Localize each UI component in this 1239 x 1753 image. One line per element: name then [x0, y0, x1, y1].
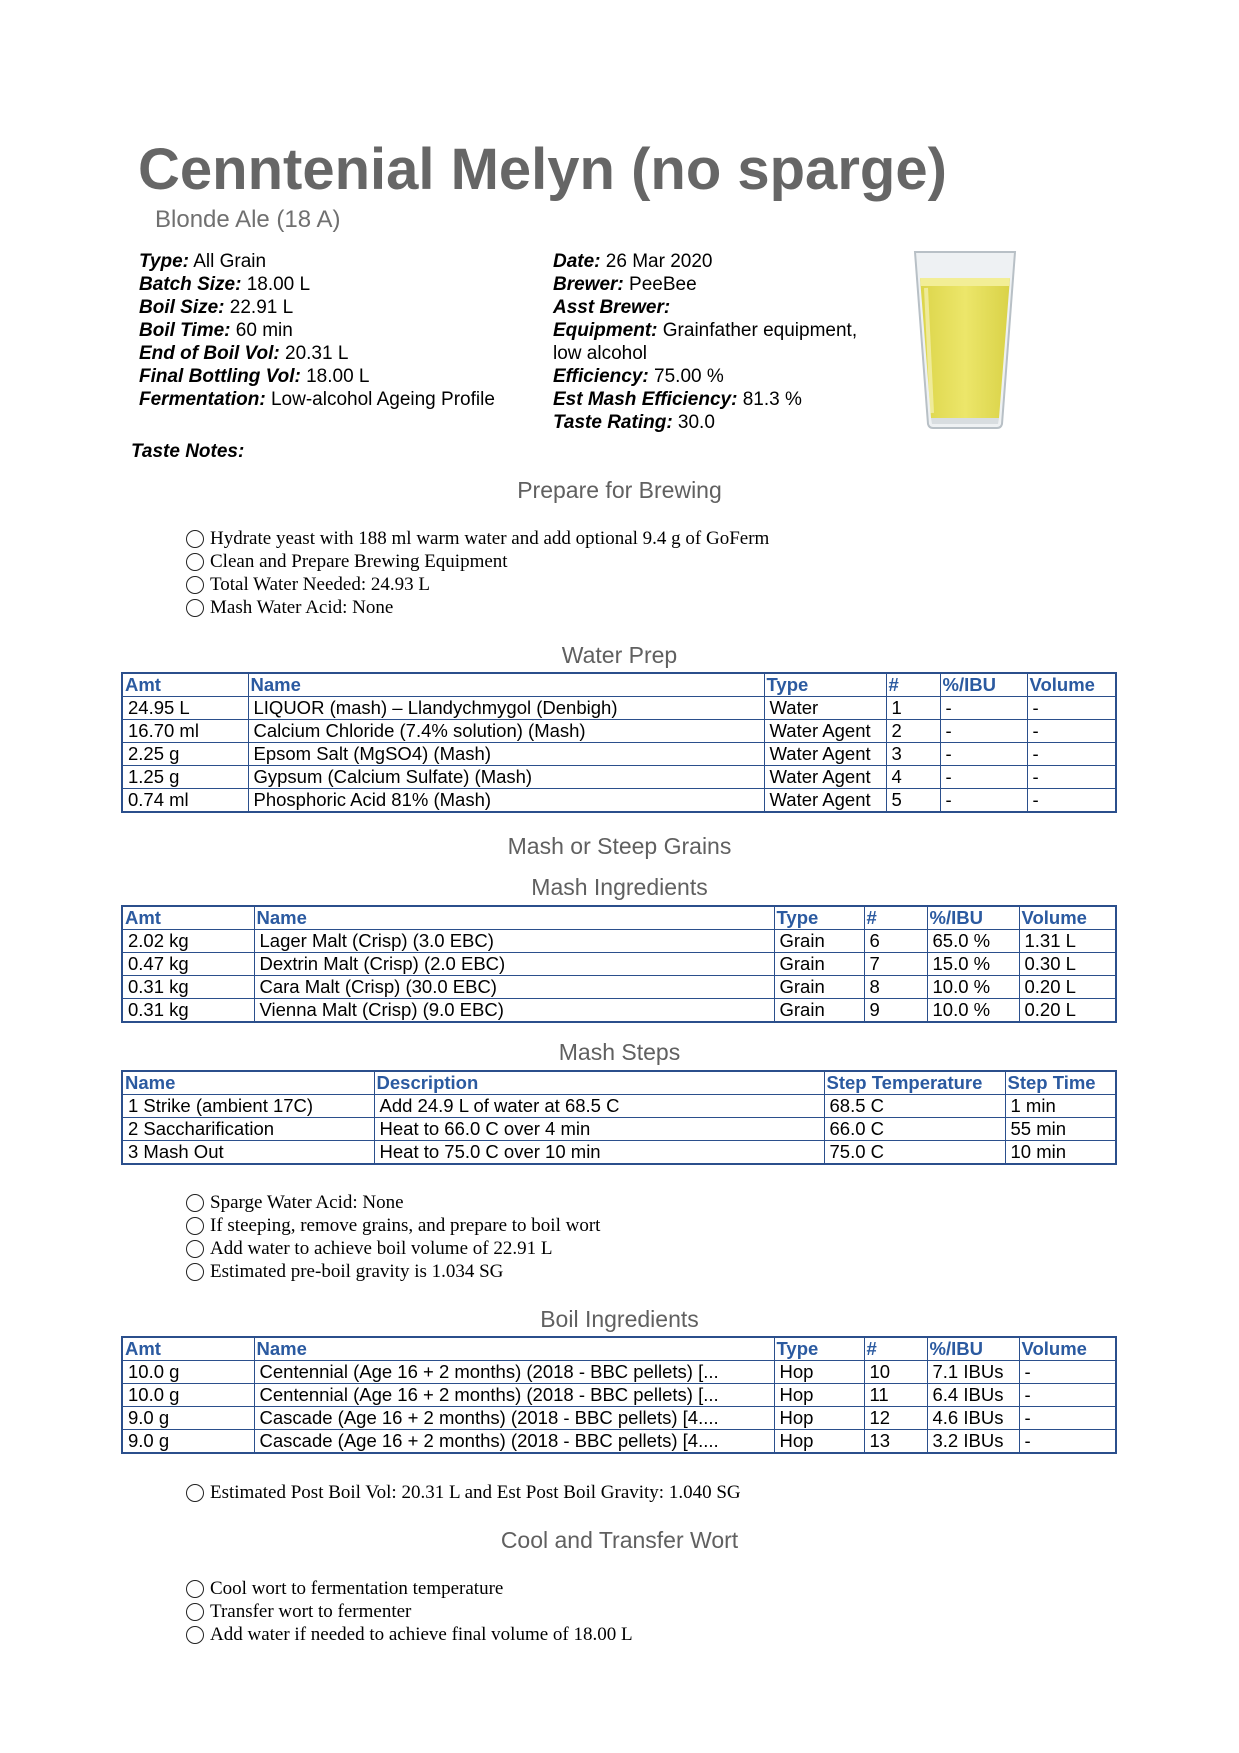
info-brewer: Brewer: PeeBee: [553, 274, 697, 295]
water-prep-table: [121, 672, 1117, 813]
col-header: Step Temperature: [824, 1071, 1005, 1095]
cell-name: LIQUOR (mash) – Llandychmygol (Denbigh): [248, 697, 764, 720]
section-cool-heading: Cool and Transfer Wort: [500, 1527, 739, 1553]
col-header: Type: [774, 1337, 864, 1361]
cell-volume: -: [1027, 720, 1116, 743]
cell-volume: 1.31 L: [1019, 930, 1116, 953]
cell-name: Phosphoric Acid 81% (Mash): [248, 789, 764, 813]
cell-volume: -: [1027, 789, 1116, 813]
col-header: Type: [774, 906, 864, 930]
info-asst-brewer: Asst Brewer:: [553, 297, 671, 318]
table-row: [122, 976, 1116, 999]
cell-type: Grain: [774, 930, 864, 953]
cell-name: Calcium Chloride (7.4% solution) (Mash): [248, 720, 764, 743]
checkbox-circle-icon[interactable]: [186, 599, 204, 617]
mash-steps-table: [121, 1070, 1117, 1165]
table-header-row: [122, 1337, 1116, 1361]
cell-number: 13: [864, 1430, 927, 1454]
cell-number: 10: [864, 1361, 927, 1384]
info-est-mash-efficiency: Est Mash Efficiency: 81.3 %: [553, 389, 802, 410]
cell-ibu: 6.4 IBUs: [927, 1384, 1019, 1407]
cell-number: 1: [886, 697, 940, 720]
cell-description: Heat to 75.0 C over 10 min: [374, 1141, 824, 1165]
cell-type: Hop: [774, 1361, 864, 1384]
col-header: Volume: [1019, 906, 1116, 930]
cell-step-temperature: 75.0 C: [824, 1141, 1005, 1165]
cell-volume: -: [1019, 1407, 1116, 1430]
beer-glass-icon: [912, 248, 1018, 430]
prepare-step[interactable]: Mash Water Acid: None: [186, 596, 769, 619]
checkbox-circle-icon[interactable]: [186, 1484, 204, 1502]
cell-ibu: 3.2 IBUs: [927, 1430, 1019, 1454]
table-row: [122, 1361, 1116, 1384]
cell-step-name: 2 Saccharification: [122, 1118, 374, 1141]
cell-ibu: 10.0 %: [927, 976, 1019, 999]
col-header: Volume: [1019, 1337, 1116, 1361]
table-row: [122, 743, 1116, 766]
table-row: [122, 1095, 1116, 1118]
recipe-info-right: [553, 250, 857, 434]
cell-number: 12: [864, 1407, 927, 1430]
cell-step-time: 10 min: [1005, 1141, 1116, 1165]
table-row: [122, 930, 1116, 953]
cell-step-name: 3 Mash Out: [122, 1141, 374, 1165]
info-date: Date: 26 Mar 2020: [553, 251, 713, 272]
taste-notes-label: Taste Notes:: [131, 441, 245, 462]
info-equipment: Equipment: Grainfather equipment,: [553, 320, 858, 341]
section-mash-ingredients-heading: Mash Ingredients: [531, 874, 708, 900]
info-equipment-cont: low alcohol: [553, 343, 647, 364]
cell-ibu: 4.6 IBUs: [927, 1407, 1019, 1430]
table-row: [122, 1384, 1116, 1407]
col-header: #: [864, 906, 927, 930]
cell-volume: -: [1027, 697, 1116, 720]
cell-type: Grain: [774, 999, 864, 1023]
cell-ibu: -: [940, 743, 1027, 766]
cell-type: Hop: [774, 1407, 864, 1430]
cell-amt: 0.31 kg: [122, 999, 254, 1023]
recipe-info-left: [139, 250, 495, 411]
cell-number: 8: [864, 976, 927, 999]
cell-description: Heat to 66.0 C over 4 min: [374, 1118, 824, 1141]
checkbox-circle-icon[interactable]: [186, 1626, 204, 1644]
cell-volume: 0.20 L: [1019, 976, 1116, 999]
cell-number: 3: [886, 743, 940, 766]
mash-ingredients-table: [121, 905, 1117, 1023]
cell-ibu: 7.1 IBUs: [927, 1361, 1019, 1384]
cell-name: Cascade (Age 16 + 2 months) (2018 - BBC pellets) [4....: [254, 1430, 774, 1454]
col-header: Amt: [122, 673, 248, 697]
cell-ibu: -: [940, 789, 1027, 813]
cell-type: Water Agent: [764, 766, 886, 789]
cell-volume: 0.30 L: [1019, 953, 1116, 976]
info-taste-rating: Taste Rating: 30.0: [553, 412, 715, 433]
cell-amt: 2.25 g: [122, 743, 248, 766]
boil-ingredients-table: [121, 1336, 1117, 1454]
checkbox-circle-icon[interactable]: [186, 1217, 204, 1235]
cell-ibu: -: [940, 720, 1027, 743]
col-header: Name: [254, 906, 774, 930]
cell-type: Water Agent: [764, 720, 886, 743]
cell-name: Cascade (Age 16 + 2 months) (2018 - BBC pellets) [4....: [254, 1407, 774, 1430]
table-row: [122, 1141, 1116, 1165]
sparge-step[interactable]: Add water to achieve boil volume of 22.91 L: [186, 1237, 600, 1260]
section-mash-heading: Mash or Steep Grains: [507, 833, 732, 859]
cell-volume: -: [1027, 766, 1116, 789]
table-header-row: [122, 906, 1116, 930]
info-boil-size: Boil Size: 22.91 L: [139, 297, 294, 318]
col-header: Amt: [122, 1337, 254, 1361]
cell-type: Water Agent: [764, 743, 886, 766]
cell-volume: -: [1027, 743, 1116, 766]
post-boil-steps: [186, 1481, 741, 1504]
recipe-style: Blonde Ale (18 A): [155, 206, 341, 233]
col-header: Step Time: [1005, 1071, 1116, 1095]
cell-type: Hop: [774, 1384, 864, 1407]
cell-type: Grain: [774, 976, 864, 999]
table-row: [122, 953, 1116, 976]
cell-amt: 2.02 kg: [122, 930, 254, 953]
info-boil-time: Boil Time: 60 min: [139, 320, 293, 341]
cell-ibu: 65.0 %: [927, 930, 1019, 953]
cell-amt: 9.0 g: [122, 1430, 254, 1454]
sparge-step[interactable]: If steeping, remove grains, and prepare to boil wort: [186, 1214, 600, 1237]
cell-step-time: 55 min: [1005, 1118, 1116, 1141]
col-header: %/IBU: [927, 1337, 1019, 1361]
cell-amt: 1.25 g: [122, 766, 248, 789]
cell-volume: -: [1019, 1384, 1116, 1407]
table-header-row: [122, 673, 1116, 697]
table-row: [122, 999, 1116, 1023]
prepare-steps: [186, 527, 769, 619]
cell-step-time: 1 min: [1005, 1095, 1116, 1118]
cool-step[interactable]: Cool wort to fermentation temperature: [186, 1577, 633, 1600]
recipe-title: Cenntenial Melyn (no sparge): [138, 137, 947, 202]
cell-type: Water: [764, 697, 886, 720]
cell-number: 11: [864, 1384, 927, 1407]
cool-step[interactable]: Add water if needed to achieve final volume of 18.00 L: [186, 1623, 633, 1646]
info-fermentation: Fermentation: Low-alcohol Ageing Profile: [139, 389, 495, 410]
checkbox-circle-icon[interactable]: [186, 553, 204, 571]
col-header: Name: [248, 673, 764, 697]
cell-name: Centennial (Age 16 + 2 months) (2018 - BBC pellets) [...: [254, 1384, 774, 1407]
col-header: Name: [254, 1337, 774, 1361]
cell-amt: 24.95 L: [122, 697, 248, 720]
cell-step-temperature: 68.5 C: [824, 1095, 1005, 1118]
cell-name: Dextrin Malt (Crisp) (2.0 EBC): [254, 953, 774, 976]
cell-number: 5: [886, 789, 940, 813]
info-end-of-boil-vol: End of Boil Vol: 20.31 L: [139, 343, 349, 364]
col-header: %/IBU: [927, 906, 1019, 930]
table-header-row: [122, 1071, 1116, 1095]
cell-amt: 16.70 ml: [122, 720, 248, 743]
cell-name: Cara Malt (Crisp) (30.0 EBC): [254, 976, 774, 999]
cool-steps: [186, 1577, 633, 1646]
cell-amt: 0.31 kg: [122, 976, 254, 999]
cell-volume: 0.20 L: [1019, 999, 1116, 1023]
table-row: [122, 789, 1116, 813]
cell-ibu: -: [940, 766, 1027, 789]
sparge-step[interactable]: Estimated pre-boil gravity is 1.034 SG: [186, 1260, 600, 1283]
cell-step-name: 1 Strike (ambient 17C): [122, 1095, 374, 1118]
cell-volume: -: [1019, 1361, 1116, 1384]
cell-number: 2: [886, 720, 940, 743]
col-header: Type: [764, 673, 886, 697]
info-efficiency: Efficiency: 75.00 %: [553, 366, 724, 387]
table-row: [122, 1407, 1116, 1430]
cell-description: Add 24.9 L of water at 68.5 C: [374, 1095, 824, 1118]
col-header: #: [886, 673, 940, 697]
info-batch-size: Batch Size: 18.00 L: [139, 274, 311, 295]
cell-number: 4: [886, 766, 940, 789]
section-prepare-heading: Prepare for Brewing: [517, 477, 722, 503]
col-header: #: [864, 1337, 927, 1361]
cell-ibu: 10.0 %: [927, 999, 1019, 1023]
sparge-steps: [186, 1191, 600, 1283]
cell-step-temperature: 66.0 C: [824, 1118, 1005, 1141]
cell-type: Hop: [774, 1430, 864, 1454]
cell-ibu: 15.0 %: [927, 953, 1019, 976]
cell-name: Vienna Malt (Crisp) (9.0 EBC): [254, 999, 774, 1023]
cell-amt: 9.0 g: [122, 1407, 254, 1430]
info-final-bottling-vol: Final Bottling Vol: 18.00 L: [139, 366, 370, 387]
checkbox-circle-icon[interactable]: [186, 576, 204, 594]
checkbox-circle-icon[interactable]: [186, 1580, 204, 1598]
checkbox-circle-icon[interactable]: [186, 1194, 204, 1212]
cell-name: Gypsum (Calcium Sulfate) (Mash): [248, 766, 764, 789]
checkbox-circle-icon[interactable]: [186, 1603, 204, 1621]
cell-number: 7: [864, 953, 927, 976]
cell-amt: 0.74 ml: [122, 789, 248, 813]
table-row: [122, 766, 1116, 789]
prepare-step[interactable]: Total Water Needed: 24.93 L: [186, 573, 769, 596]
checkbox-circle-icon[interactable]: [186, 530, 204, 548]
cool-step[interactable]: Transfer wort to fermenter: [186, 1600, 633, 1623]
cell-amt: 10.0 g: [122, 1384, 254, 1407]
section-mash-steps-heading: Mash Steps: [558, 1039, 681, 1065]
info-type: Type: All Grain: [139, 251, 267, 272]
cell-name: Lager Malt (Crisp) (3.0 EBC): [254, 930, 774, 953]
cell-type: Water Agent: [764, 789, 886, 813]
cell-number: 6: [864, 930, 927, 953]
table-row: [122, 1118, 1116, 1141]
section-boil-heading: Boil Ingredients: [540, 1306, 699, 1332]
prepare-step[interactable]: Hydrate yeast with 188 ml warm water and add optional 9.4 g of GoFerm: [186, 527, 769, 550]
col-header: Volume: [1027, 673, 1116, 697]
col-header: Description: [374, 1071, 824, 1095]
col-header: %/IBU: [940, 673, 1027, 697]
cell-type: Grain: [774, 953, 864, 976]
cell-ibu: -: [940, 697, 1027, 720]
table-row: [122, 720, 1116, 743]
sparge-step[interactable]: Sparge Water Acid: None: [186, 1191, 600, 1214]
table-row: [122, 1430, 1116, 1454]
cell-amt: 10.0 g: [122, 1361, 254, 1384]
table-row: [122, 697, 1116, 720]
checkbox-circle-icon[interactable]: [186, 1263, 204, 1281]
col-header: Amt: [122, 906, 254, 930]
cell-name: Epsom Salt (MgSO4) (Mash): [248, 743, 764, 766]
checkbox-circle-icon[interactable]: [186, 1240, 204, 1258]
cell-volume: -: [1019, 1430, 1116, 1454]
cell-name: Centennial (Age 16 + 2 months) (2018 - BBC pellets) [...: [254, 1361, 774, 1384]
post-boil-step[interactable]: Estimated Post Boil Vol: 20.31 L and Est Post Boil Gravity: 1.040 SG: [186, 1481, 741, 1504]
section-water-prep-heading: Water Prep: [561, 642, 678, 668]
col-header: Name: [122, 1071, 374, 1095]
prepare-step[interactable]: Clean and Prepare Brewing Equipment: [186, 550, 769, 573]
cell-amt: 0.47 kg: [122, 953, 254, 976]
cell-number: 9: [864, 999, 927, 1023]
